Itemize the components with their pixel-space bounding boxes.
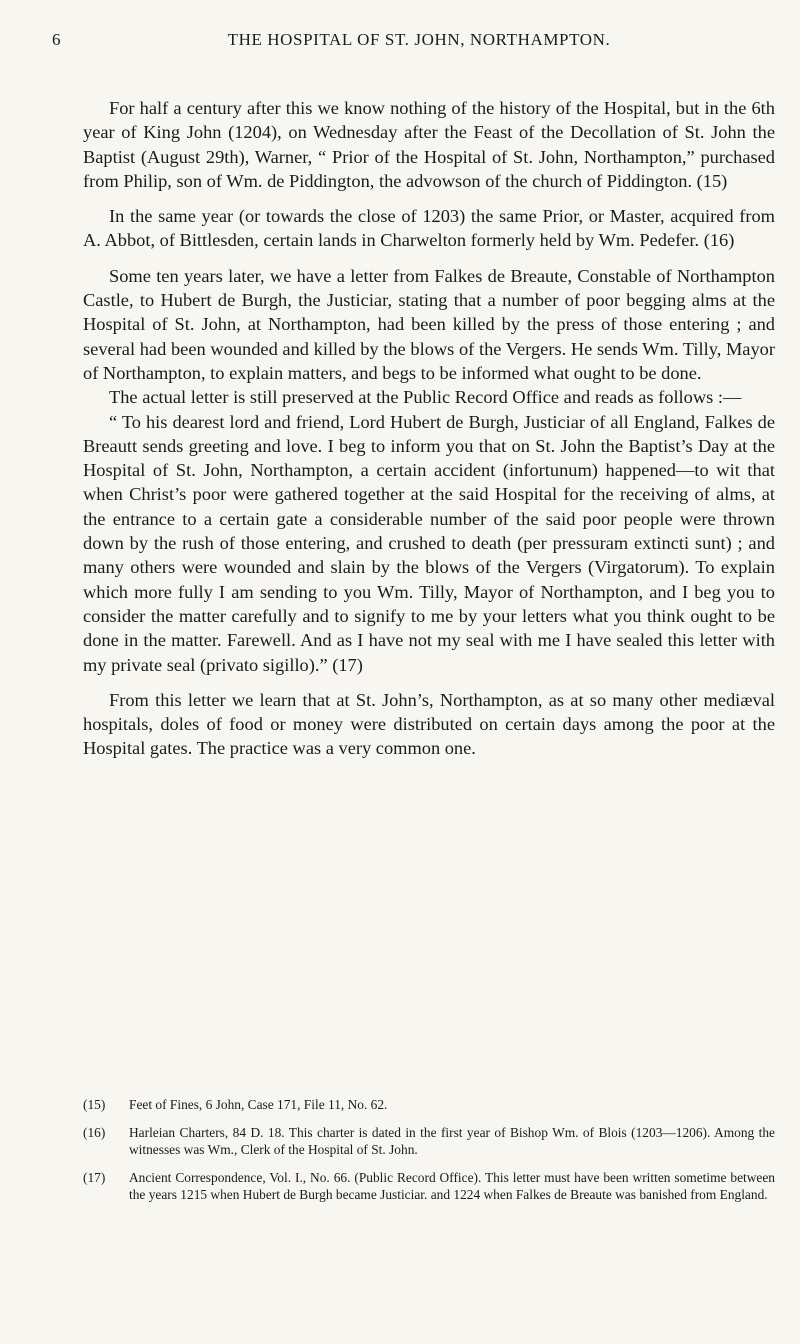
letter-quotation: “ To his dearest lord and friend, Lord Hubert de Burgh, Justiciar of all England, Falkes de Breautt sends greeting and love. I beg to inform you that on St. John the Baptist’s Day at the Hospital of St. John, Northampton, a certain accident (infortunum) happened—to wit that when Christ’s poor were gathered together at the said Hospital for the receiving of alms, at the entrance to a certain gate a considerable number of the said poor people were thrown down by the rush of those entering, and crushed to death (per pressuram extincti sunt) ; and many others were wounded and slain by the blows of the Vergers (Virgatorum). To explain which more fully I am sending to you Wm. Tilly, Mayor of Northampton, and I beg you to consider the matter carefully and to signify to me by your letters what you think ought to be done in the matter. Farewell. And as I have not my seal with me I have sealed this letter with my private seal (privato sigillo).” (17) [83,411,775,675]
paragraph-4: The actual letter is still preserved at the Public Record Office and reads as follows :— [109,387,742,408]
paragraph-3: Some ten years later, we have a letter from Falkes de Breaute, Constable of Northampton Castle, to Hubert de Burgh, the Justiciar, stating that a number of poor begging alms at the Hospital of St. John, at Northampton, had been killed by the press of those entering ; and several had been wounded and killed by the blows of the Vergers. He sends Wm. Tilly, Mayor of Northampton, to explain matters, and begs to be informed what ought to be done. [83,265,775,383]
footnote-text: Ancient Correspondence, Vol. I., No. 66. (Public Record Office). This letter must have been written sometime between the years 1215 when Hubert de Burgh became Justiciar. and 1224 when Falkes de Breaute was banished from England. [129,1169,775,1202]
running-title: THE HOSPITAL OF ST. JOHN, NORTHAMPTON. [227,30,611,49]
paragraph-2: In the same year (or towards the close of 1203) the same Prior, or Master, acquired from A. Abbot, of Bittlesden, certain lands in Charwelton formerly held by Wm. Pedefer. (16) [83,206,775,251]
body-text [83,96,775,761]
page-header [52,30,756,56]
footnote [83,1096,775,1114]
footnote [83,1124,775,1159]
footnotes [83,1096,775,1214]
footnote [83,1169,775,1204]
paragraph-1: For half a century after this we know nothing of the history of the Hospital, but in the 6th year of King John (1204), on Wednesday after the Feast of the Decollation of St. John the Baptist (August 29th), Warner, “ Prior of the Hospital of St. John, Northampton,” purchased from Philip, son of Wm. de Piddington, the advowson of the church of Piddington. (15) [83,98,775,191]
footnote-number: (17) [83,1169,106,1185]
footnote-text: Harleian Charters, 84 D. 18. This charter is dated in the first year of Bishop Wm. of Blois (1203—1206). Among the witnesses was Wm., Clerk of the Hospital of St. John. [129,1124,775,1157]
footnote-number: (15) [83,1097,106,1112]
footnote-text: Feet of Fines, 6 John, Case 171, File 11, No. 62. [129,1097,388,1112]
paragraph-6: From this letter we learn that at St. John’s, Northampton, as at so many other mediæval hospitals, doles of food or money were distributed on certain days among the poor at the Hospital gates. The practice was a very common one. [83,689,775,759]
footnote-number: (16) [83,1124,106,1140]
page-number: 6 [52,30,62,49]
